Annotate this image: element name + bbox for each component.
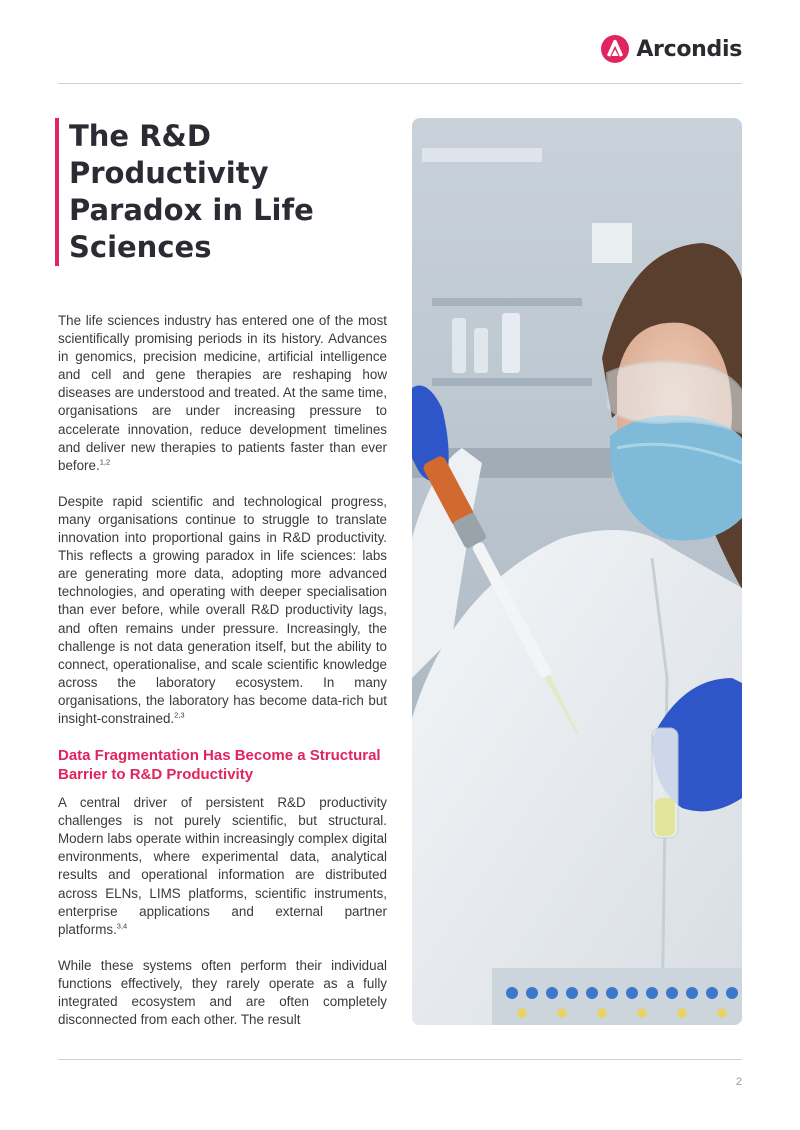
- page-title: The R&D Productivity Paradox in Life Sciences: [69, 119, 314, 264]
- footer-divider: [58, 1059, 742, 1060]
- paragraph-text: The life sciences industry has entered one of the most scientifically promising periods in its history. Advances in genomics, precision medicine, artificial intelligence and cell and gene therapies are reshaping how diseases are understood and treated. At the same time, organisations are under increasing pressure to accelerate innovation, reduce development timelines and deliver new therapies to patients faster than ever before.: [58, 313, 388, 473]
- brand-logo: [600, 34, 742, 64]
- page-number: 2: [735, 1076, 742, 1088]
- lab-scientist-photo: [412, 118, 742, 1025]
- section-heading: Data Fragmentation Has Become a Structural Barrier to R&D Productivity: [58, 747, 381, 784]
- title-block: [55, 118, 379, 266]
- brand-name: Arcondis: [636, 36, 742, 62]
- footnote-ref: 1,2: [99, 457, 111, 467]
- footnote-ref: 2,3: [174, 710, 185, 720]
- paragraph-paradox: [58, 493, 387, 728]
- paragraph-fragmentation: [58, 794, 387, 939]
- paragraph-text: While these systems often perform their individual functions effectively, they rarely operate as a fully integrated ecosystem and are often completely disconnected from each other. The result: [58, 957, 387, 1028]
- paragraph-intro: [58, 312, 387, 475]
- paragraph-systems: [58, 957, 387, 1029]
- footnote-ref: 3,4: [116, 921, 128, 931]
- scientist-pipette-illustration: [412, 118, 742, 1025]
- paragraph-text: Despite rapid scientific and technological progress, many organisations continue to struggle to translate innovation into proportional gains in R&D productivity. This reflects a growing paradox in life sciences: labs are generating more data, adopting more advanced technologies, and operating with deeper specialisation than ever before, while overall R&D productivity lags, and often remains under pressure. Increasingly, the challenge is not data generation itself, but the ability to connect, operationalise, and scale scientific knowledge across the laboratory ecosystem. In many organisations, the laboratory has become data-rich but insight-constrained.: [58, 493, 387, 726]
- paragraph-text: A central driver of persistent R&D productivity challenges is not purely scientific, but structural. Modern labs operate within increasingly complex digital environments, where experimental data, analytical results and operational information are distributed across ELNs, LIMS platforms, scientific instruments, enterprise applications and external partner platforms.: [58, 795, 387, 937]
- arcondis-logo-icon: [600, 34, 630, 64]
- article-body: [58, 312, 387, 1047]
- header-divider: [58, 83, 742, 84]
